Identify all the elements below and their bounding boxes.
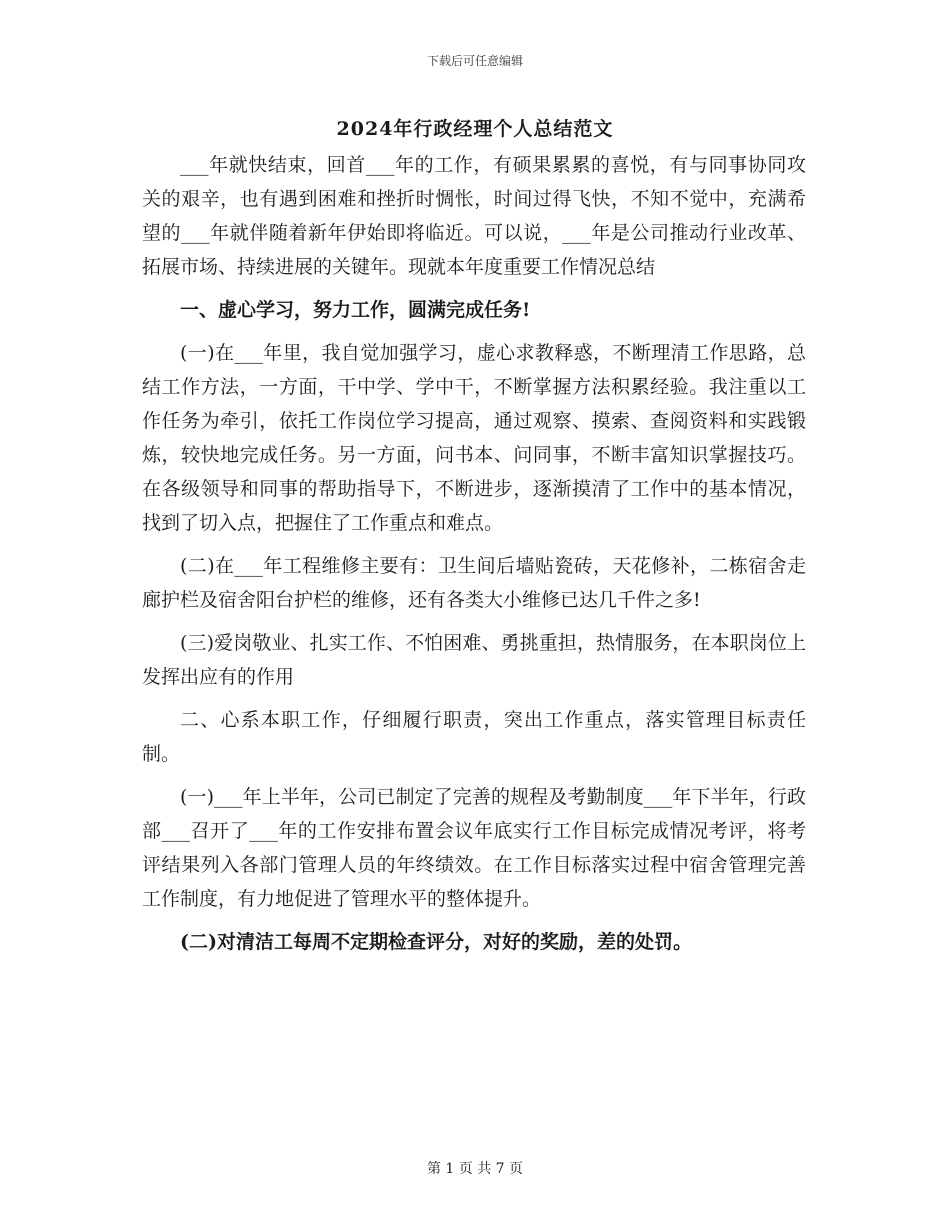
section-heading-2: 二、心系本职工作，仔细履行职责，突出工作重点，落实管理目标责任制。 <box>142 709 806 765</box>
document-title: 2024年行政经理个人总结范文 <box>336 118 614 140</box>
document-body <box>142 148 806 968</box>
paragraph-2-2: (二)对清洁工每周不定期检查评分，对好的奖励，差的处罚。 <box>180 931 692 953</box>
paragraph-1-3: (三)爱岗敬业、扎实工作、不怕困难、勇挑重担，热情服务，在本职岗位上发挥出应有的作用 <box>142 632 806 688</box>
paragraph-1-2: (二)在___年工程维修主要有：卫生间后墙贴瓷砖，天花修补，二栋宿舍走廊护栏及宿舍阳台护栏的维修，还有各类大小维修已达几千件之多! <box>142 555 806 611</box>
section-heading-1: 一、虚心学习，努力工作，圆满完成任务! <box>180 299 531 321</box>
paragraph-1-1: (一)在___年里，我自觉加强学习，虚心求教释惑，不断理清工作思路，总结工作方法，一方面，干中学、学中干，不断掌握方法积累经验。我注重以工作任务为牵引，依托工作岗位学习提高，通过观察、摸索、查阅资料和实践锻炼，较快地完成任务。另一方面，问书本、问同事，不断丰富知识掌握技巧。在各级领导和同事的帮助指导下，不断进步，逐渐摸清了工作中的基本情况，找到了切入点，把握住了工作重点和难点。 <box>142 342 806 534</box>
page-footer-number: 第 1 页 共 7 页 <box>426 1161 524 1177</box>
intro-paragraph: ___年就快结束，回首___年的工作，有硕果累累的喜悦，有与同事协同攻关的艰辛，也有遇到困难和挫折时惆怅，时间过得飞快，不知不觉中，充满希望的___年就伴随着新年伊始即将临近。可以说，___年是公司推动行业改革、拓展市场、持续进展的关键年。现就本年度重要工作情况总结 <box>142 154 806 278</box>
paragraph-2-1: (一)___年上半年，公司已制定了完善的规程及考勤制度___年下半年，行政部___召开了___年的工作安排布置会议年底实行工作目标完成情况考评，将考评结果列入各部门管理人员的年终绩效。在工作目标落实过程中宿舍管理完善工作制度，有力地促进了管理水平的整体提升。 <box>142 786 806 910</box>
page-header-note: 下载后可任意编辑 <box>426 54 523 68</box>
